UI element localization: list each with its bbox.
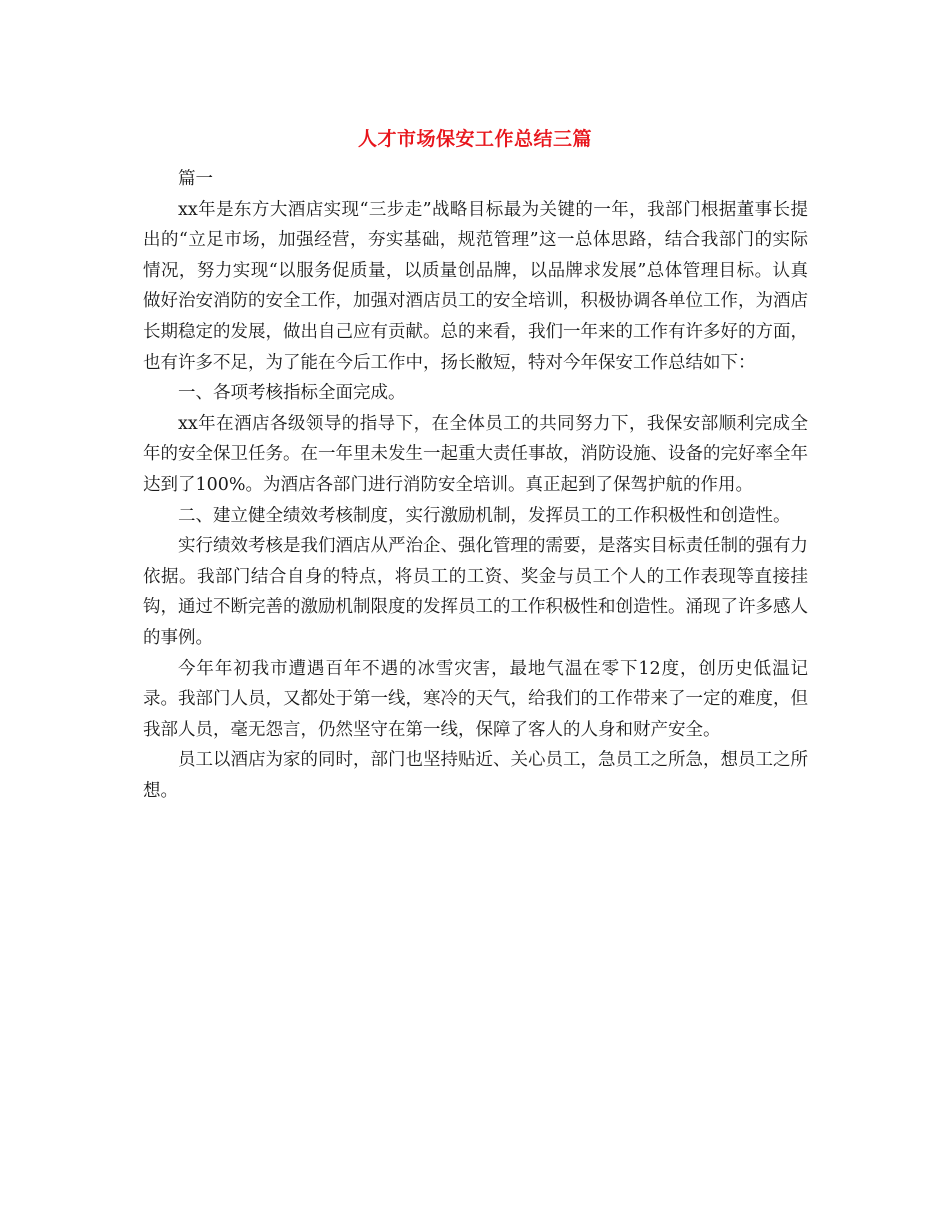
document-body: [143, 164, 808, 806]
paragraph-snow-disaster: 今年年初我市遭遇百年不遇的冰雪灾害，最地气温在零下12度，创历史低温记录。我部门人员，又都处于第一线，寒冷的天气，给我们的工作带来了一定的难度，但我部人员，毫无怨言，仍然坚守在第一线，保障了客人的人身和财产安全。: [143, 658, 808, 740]
section-heading-part-one: 篇一: [178, 169, 213, 189]
document-title: 人才市场保安工作总结三篇: [357, 128, 592, 150]
intro-paragraph: xx年是东方大酒店实现“三步走”战略目标最为关键的一年，我部门根据董事长提出的“立足市场，加强经营，夯实基础，规范管理”这一总体思路，结合我部门的实际情况，努力实现“以服务促质量，以质量创品牌，以品牌求发展”总体管理目标。认真做好治安消防的安全工作，加强对酒店员工的安全培训，积极协调各单位工作，为酒店长期稳定的发展，做出自己应有贡献。总的来看，我们一年来的工作有许多好的方面，也有许多不足，为了能在今后工作中，扬长敝短，特对今年保安工作总结如下：: [143, 199, 808, 373]
paragraph-performance-assessment: 实行绩效考核是我们酒店从严治企、强化管理的需要，是落实目标责任制的强有力依据。我部门结合自身的特点，将员工的工资、奖金与员工个人的工作表现等直接挂钩，通过不断完善的激励机制限度的发挥员工的工作积极性和创造性。涌现了许多感人的事例。: [143, 536, 808, 648]
paragraph-security-tasks: xx年在酒店各级领导的指导下，在全体员工的共同努力下，我保安部顺利完成全年的安全保卫任务。在一年里未发生一起重大责任事故，消防设施、设备的完好率全年达到了100%。为酒店各部门进行消防安全培训。真正起到了保驾护航的作用。: [143, 413, 808, 495]
paragraph-employee-care: 员工以酒店为家的同时，部门也坚持贴近、关心员工，急员工之所急，想员工之所想。: [143, 750, 808, 801]
heading-performance-system: 二、建立健全绩效考核制度，实行激励机制，发挥员工的工作积极性和创造性。: [178, 505, 791, 526]
heading-indicators-completed: 一、各项考核指标全面完成。: [178, 383, 406, 404]
